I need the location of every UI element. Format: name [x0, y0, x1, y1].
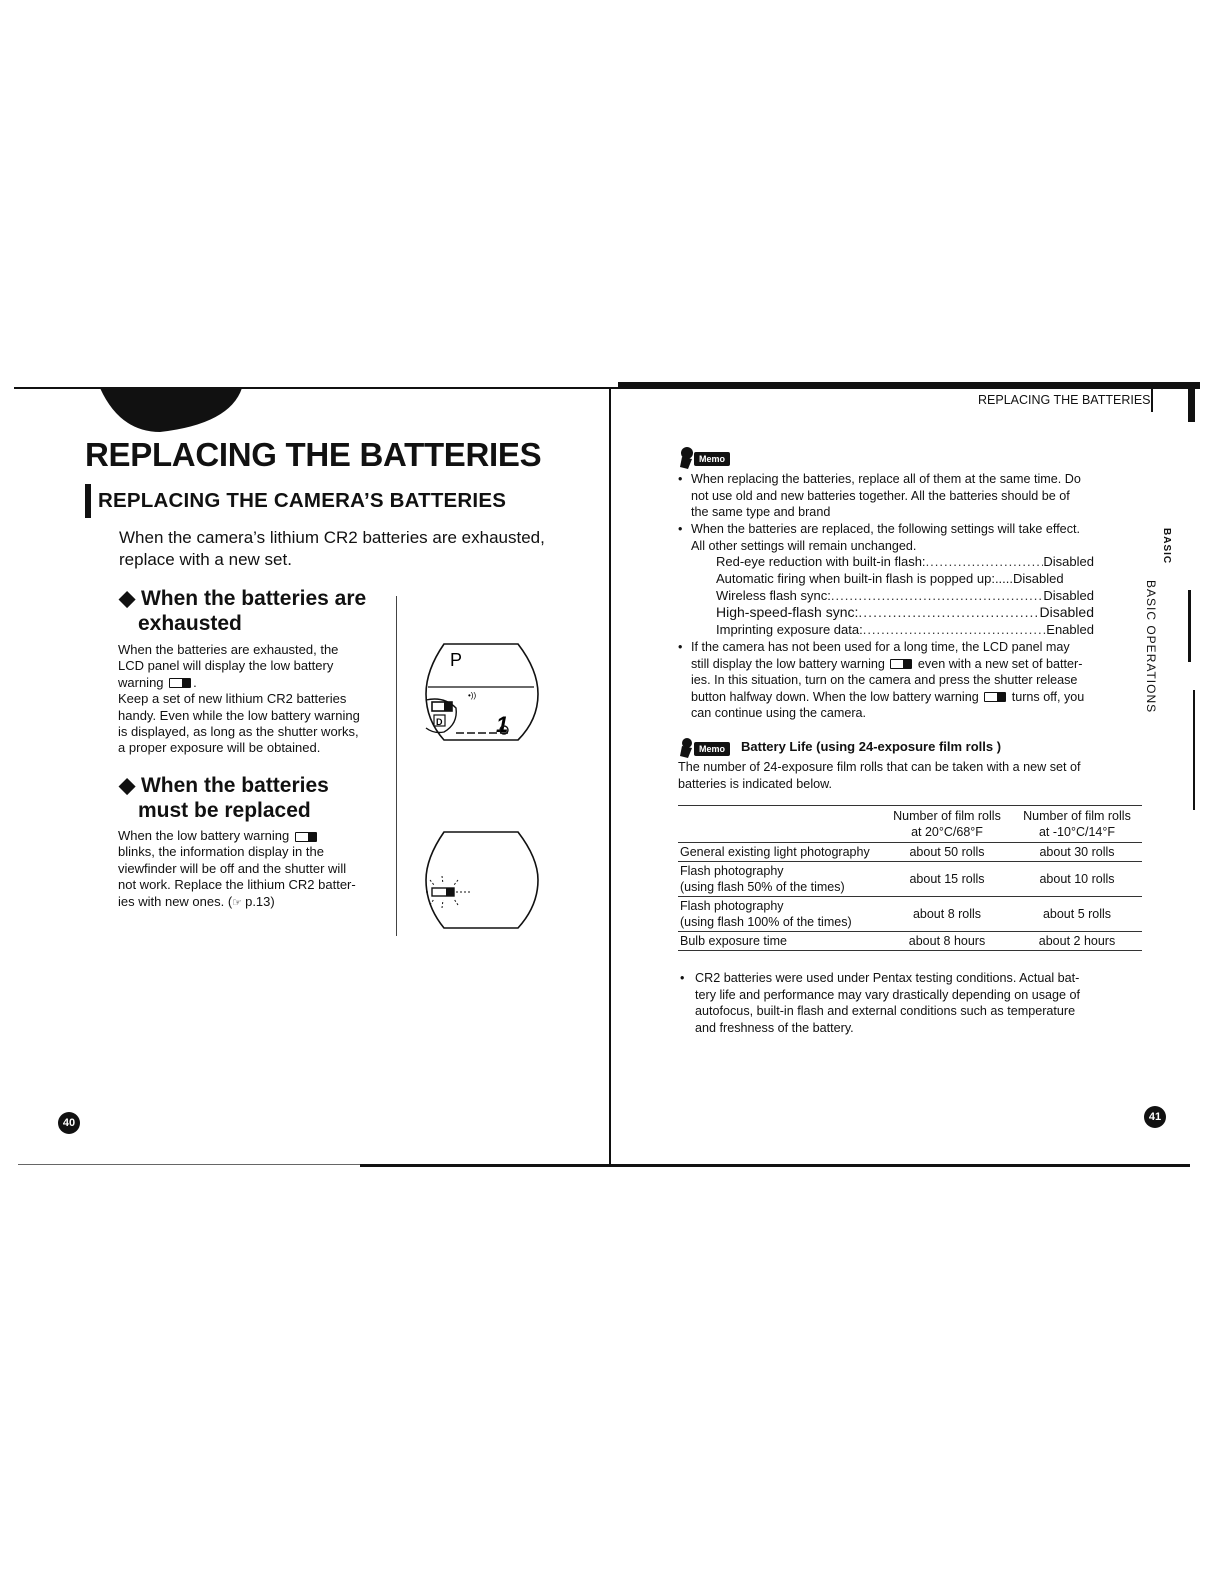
side-tab-label: BASIC OPERATIONS	[1144, 580, 1158, 714]
side-tab-bar	[1188, 590, 1191, 662]
running-header-bar	[1151, 388, 1153, 412]
setting-row-redeye: Red-eye reduction with built-in flash: ..... Disabled	[716, 554, 1094, 569]
low-battery-icon-2	[295, 832, 317, 842]
memo2-heading: Battery Life (using 24-exposure film rolls )	[741, 739, 1002, 754]
intro-text: When the camera’s lithium CR2 batteries are exhausted, replace with a new set.	[119, 528, 545, 569]
page-number-right: 41	[1144, 1106, 1166, 1128]
page-reference-icon: ☞	[232, 896, 246, 909]
column-divider	[396, 596, 397, 936]
lcd-mode-letter: P	[450, 650, 463, 670]
low-battery-icon-3	[890, 659, 912, 669]
battery-life-table	[678, 805, 1142, 951]
table-header-row	[678, 806, 1142, 843]
memo2-intro: The number of 24-exposure film rolls that can be taken with a new set of batteries is indicated below.	[678, 760, 1081, 791]
svg-text:•)): •))	[468, 691, 477, 700]
setting-row-autoflash: Automatic firing when built-in flash is popped up: .....Disabled	[716, 571, 1064, 586]
chapter-tab-shape	[100, 388, 245, 434]
setting-row-highspeed: High-speed-flash sync: ..... Disabled	[716, 604, 1094, 620]
running-header: REPLACING THE BATTERIES	[978, 393, 1151, 407]
setting-row-imprint: Imprinting exposure data: ..... Enabled	[716, 622, 1094, 637]
memo1-bullet1: • When replacing the batteries, replace all of them at the same time. Do not use old and new batteries together. All the batteries should be of the same type and brand	[678, 472, 1081, 520]
section2-heading: ◆ When the batteries must be replaced	[119, 774, 329, 822]
right-edge-bar	[1188, 388, 1195, 422]
subtitle-bar	[85, 484, 91, 518]
low-battery-icon-4	[984, 692, 1006, 702]
top-rule-right-thick	[618, 382, 1200, 387]
memo1-bullet3: • If the camera has not been used for a long time, the LCD panel may still display the low battery warning even with a new set of batter- ies. In this situation, turn on the camera and press the shutter release button halfway down. When the low battery warning turns off, you can continue using the camera.	[678, 640, 1085, 721]
memo2-label: Memo	[694, 742, 730, 756]
memo1-bullet2: • When the batteries are replaced, the following settings will take effect. All other settings will remain unchanged.	[678, 522, 1080, 553]
table-row: Bulb exposure time about 8 hours about 2 hours	[678, 932, 1142, 951]
section-subtitle: REPLACING THE CAMERA’S BATTERIES	[98, 489, 507, 512]
viewfinder-illustration	[422, 830, 542, 932]
side-edge-line	[1193, 690, 1195, 810]
lcd-panel-illustration	[422, 640, 542, 744]
table-row: General existing light photography about 50 rolls about 30 rolls	[678, 843, 1142, 862]
setting-row-wireless: Wireless flash sync: ..... Disabled	[716, 588, 1094, 603]
bottom-rule	[360, 1164, 1190, 1167]
memo1-label: Memo	[694, 452, 730, 466]
table-row: Flash photography (using flash 100% of the times) about 8 rolls about 5 rolls	[678, 897, 1142, 932]
page-title: REPLACING THE BATTERIES	[85, 436, 542, 473]
side-tab-basic: BASIC	[1161, 528, 1172, 565]
low-battery-icon	[169, 678, 191, 688]
memo1-icon	[678, 445, 734, 469]
page-number-left: 40	[58, 1112, 80, 1134]
center-spine	[609, 388, 611, 1166]
table-row: Flash photography (using flash 50% of the times) about 15 rolls about 10 rolls	[678, 862, 1142, 897]
table-header-col2: Number of film rolls at -10°C/14°F	[1012, 806, 1142, 843]
bottom-rule-left-thin	[18, 1164, 360, 1165]
memo2-icon	[678, 736, 734, 760]
table-header-col1: Number of film rolls at 20°C/68°F	[882, 806, 1012, 843]
section1-heading: ◆ When the batteries are exhausted	[119, 587, 367, 635]
footnote: • CR2 batteries were used under Pentax testing conditions. Actual bat- tery life and performance may vary drastically depending on usage of autofocus, built-in flash and external conditions such as temperature and freshness of the battery.	[680, 971, 1081, 1035]
svg-text:D: D	[436, 717, 443, 727]
section1-body: When the batteries are exhausted, the LCD panel will display the low battery warning . Keep a set of new lithium CR2 batteries handy. Even while the low battery warning is displayed, as long as the shutter works, a proper exposure will be obtained.	[118, 642, 360, 756]
lcd-digits: 1	[496, 712, 509, 737]
section2-body: When the low battery warning blinks, the information display in the viewfinder will be off and the shutter will not work. Replace the lithium CR2 batter- ies with new ones. (☞ p.13)	[118, 828, 356, 909]
